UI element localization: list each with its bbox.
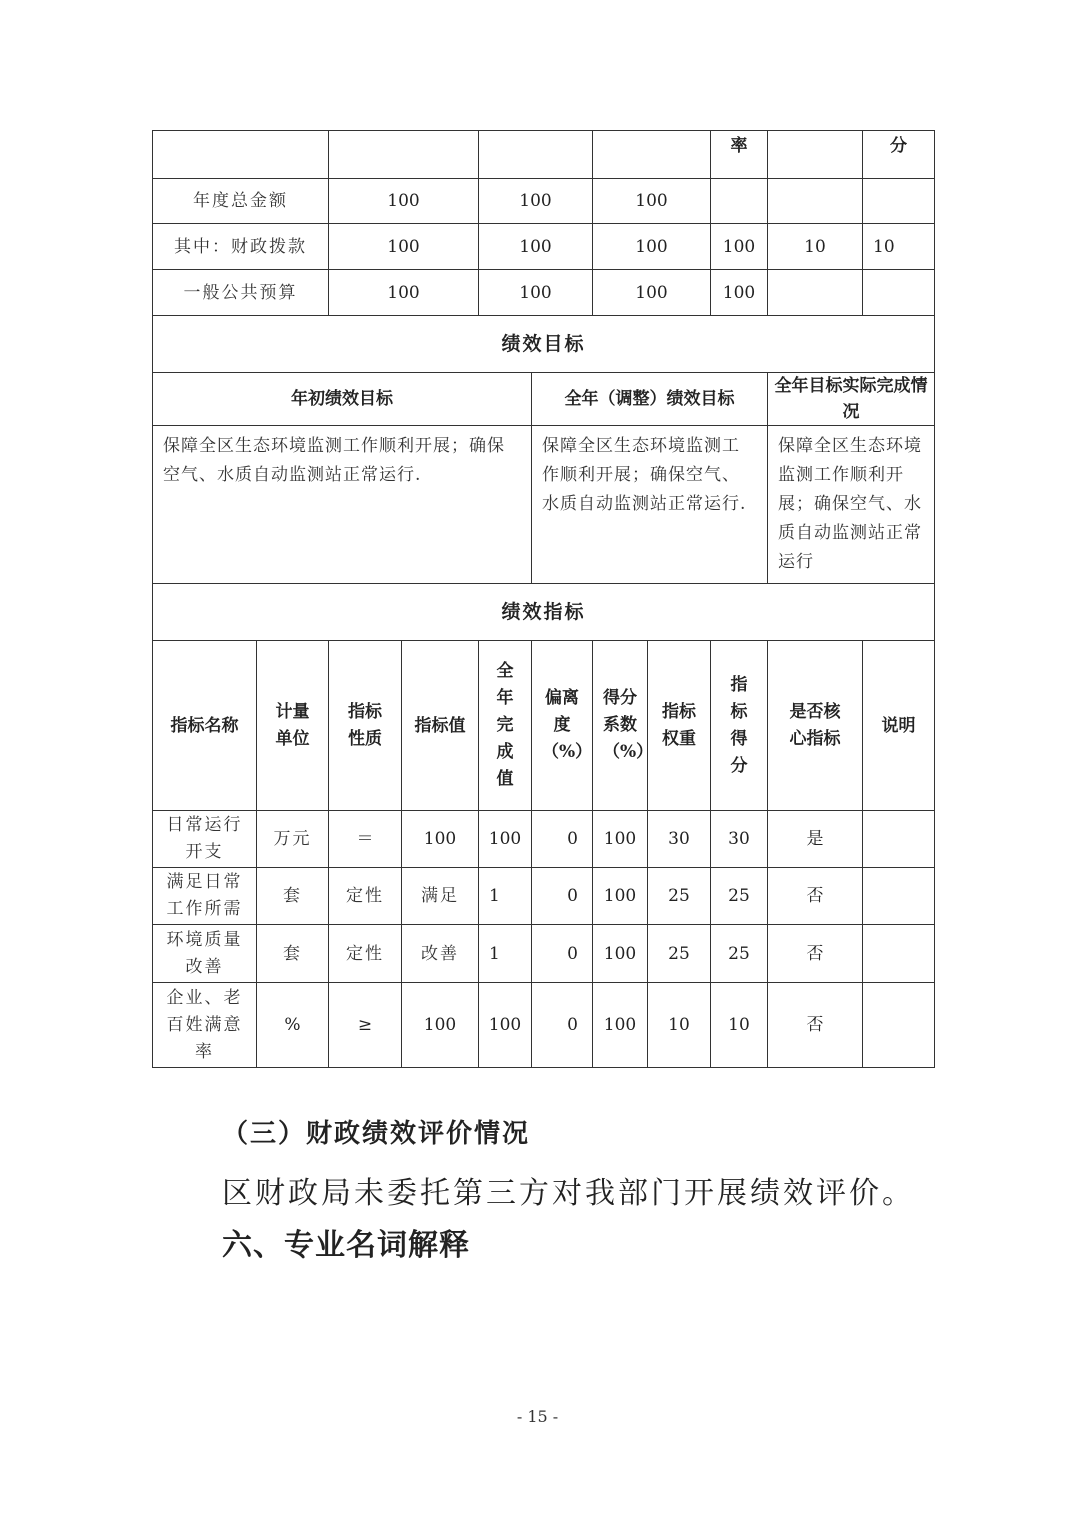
indicator-header-row: [153, 641, 935, 811]
table-cell: 套: [257, 868, 329, 925]
table-cell: [768, 179, 863, 224]
table-cell: 100: [479, 270, 593, 316]
table-cell: 否: [768, 983, 863, 1068]
amount-row: [153, 270, 935, 316]
table-cell: 1: [479, 925, 532, 983]
column-header: 指标名称: [153, 641, 257, 811]
table-cell: 25: [711, 868, 768, 925]
table-cell: 10: [863, 224, 935, 270]
goals-header-row: [153, 373, 935, 426]
table-cell: 定性: [329, 868, 402, 925]
table-cell: 0: [532, 811, 593, 868]
goals-text-row: [153, 426, 935, 584]
table-cell: 满足: [402, 868, 479, 925]
table-cell: 100: [593, 983, 648, 1068]
page-number: - 15 -: [516, 1407, 559, 1426]
table-cell: 10: [768, 224, 863, 270]
table-row: [153, 811, 935, 868]
table-cell: 是: [768, 811, 863, 868]
table-cell: 30: [711, 811, 768, 868]
table-cell: 套: [257, 925, 329, 983]
amount-row: [153, 179, 935, 224]
section-3-heading: （三）财政绩效评价情况: [222, 1119, 531, 1149]
table-cell: 10: [711, 983, 768, 1068]
table-cell: 改善: [402, 925, 479, 983]
table-cell: 100: [329, 270, 479, 316]
performance-table: [152, 130, 935, 1068]
indicators-title-row: [153, 584, 935, 641]
table-cell: 0: [532, 868, 593, 925]
goals-header: 全年目标实际完成情况: [768, 373, 935, 426]
table-cell: 率: [711, 131, 768, 179]
table-cell: 100: [593, 925, 648, 983]
table-cell: [863, 868, 935, 925]
amount-label: 年度总金额: [153, 179, 329, 224]
table-cell: 100: [479, 811, 532, 868]
table-cell: 25: [648, 925, 711, 983]
table-cell: 100: [711, 270, 768, 316]
goals-title: 绩效目标: [153, 316, 935, 373]
table-row: [153, 925, 935, 983]
table-cell: [863, 925, 935, 983]
table-cell: [863, 983, 935, 1068]
table-row: [153, 868, 935, 925]
column-header: 全年完成值: [479, 641, 532, 811]
amount-label: 一般公共预算: [153, 270, 329, 316]
table-cell: 100: [479, 179, 593, 224]
table-cell: 否: [768, 868, 863, 925]
table-cell: 100: [402, 811, 479, 868]
table-cell: 30: [648, 811, 711, 868]
column-header: 指标性质: [329, 641, 402, 811]
table-row: [153, 983, 935, 1068]
indicator-name: 环境质量改善: [153, 925, 257, 983]
indicator-name: 日常运行开支: [153, 811, 257, 868]
goals-header: 年初绩效目标: [153, 373, 532, 426]
column-header: 说明: [863, 641, 935, 811]
table-cell: 100: [479, 983, 532, 1068]
goals-header: 全年（调整）绩效目标: [532, 373, 768, 426]
goal-text: 保障全区生态环境监测工作顺利开展；确保空气、水质自动监测站正常运行.: [153, 426, 532, 584]
indicator-name: 满足日常工作所需: [153, 868, 257, 925]
table-cell: 否: [768, 925, 863, 983]
indicator-name: 企业、老百姓满意率: [153, 983, 257, 1068]
table-continuation-row: [153, 131, 935, 179]
table-cell: ≥: [329, 983, 402, 1068]
table-cell: 0: [532, 983, 593, 1068]
table-cell: [768, 270, 863, 316]
table-cell: 100: [593, 868, 648, 925]
table-cell: [863, 179, 935, 224]
table-cell: 0: [532, 925, 593, 983]
column-header: 得分系数（%）: [593, 641, 648, 811]
table-cell: 定性: [329, 925, 402, 983]
column-header: 偏离度（%）: [532, 641, 593, 811]
table-cell: [711, 179, 768, 224]
indicators-title: 绩效指标: [153, 584, 935, 641]
table-cell: 25: [648, 868, 711, 925]
table-cell: ＝: [329, 811, 402, 868]
table-cell: 100: [329, 224, 479, 270]
table-cell: 100: [711, 224, 768, 270]
table-cell: 100: [329, 179, 479, 224]
table-cell: 100: [479, 224, 593, 270]
table-cell: 100: [402, 983, 479, 1068]
table-cell: 1: [479, 868, 532, 925]
column-header: 是否核心指标: [768, 641, 863, 811]
column-header: 指标值: [402, 641, 479, 811]
table-cell: 100: [593, 270, 711, 316]
table-cell: [863, 811, 935, 868]
column-header: 指标得分: [711, 641, 768, 811]
column-header: 计量单位: [257, 641, 329, 811]
table-cell: 25: [711, 925, 768, 983]
goal-text: 保障全区生态环境监测工作顺利开展；确保空气、水质自动监测站正常运行: [768, 426, 935, 584]
amount-row: [153, 224, 935, 270]
amount-label: 其中：财政拨款: [153, 224, 329, 270]
column-header: 指标权重: [648, 641, 711, 811]
goal-text: 保障全区生态环境监测工作顺利开展；确保空气、水质自动监测站正常运行.: [532, 426, 768, 584]
table-cell: 100: [593, 179, 711, 224]
table-cell: 100: [593, 224, 711, 270]
table-cell: 10: [648, 983, 711, 1068]
table-cell: 分: [863, 131, 935, 179]
table-cell: 100: [593, 811, 648, 868]
table-cell: %: [257, 983, 329, 1068]
goals-title-row: [153, 316, 935, 373]
section-6-heading: 六、专业名词解释: [222, 1228, 470, 1263]
table-cell: 万元: [257, 811, 329, 868]
section-3-paragraph: 区财政局未委托第三方对我部门开展绩效评价。: [222, 1176, 915, 1211]
table-cell: [863, 270, 935, 316]
